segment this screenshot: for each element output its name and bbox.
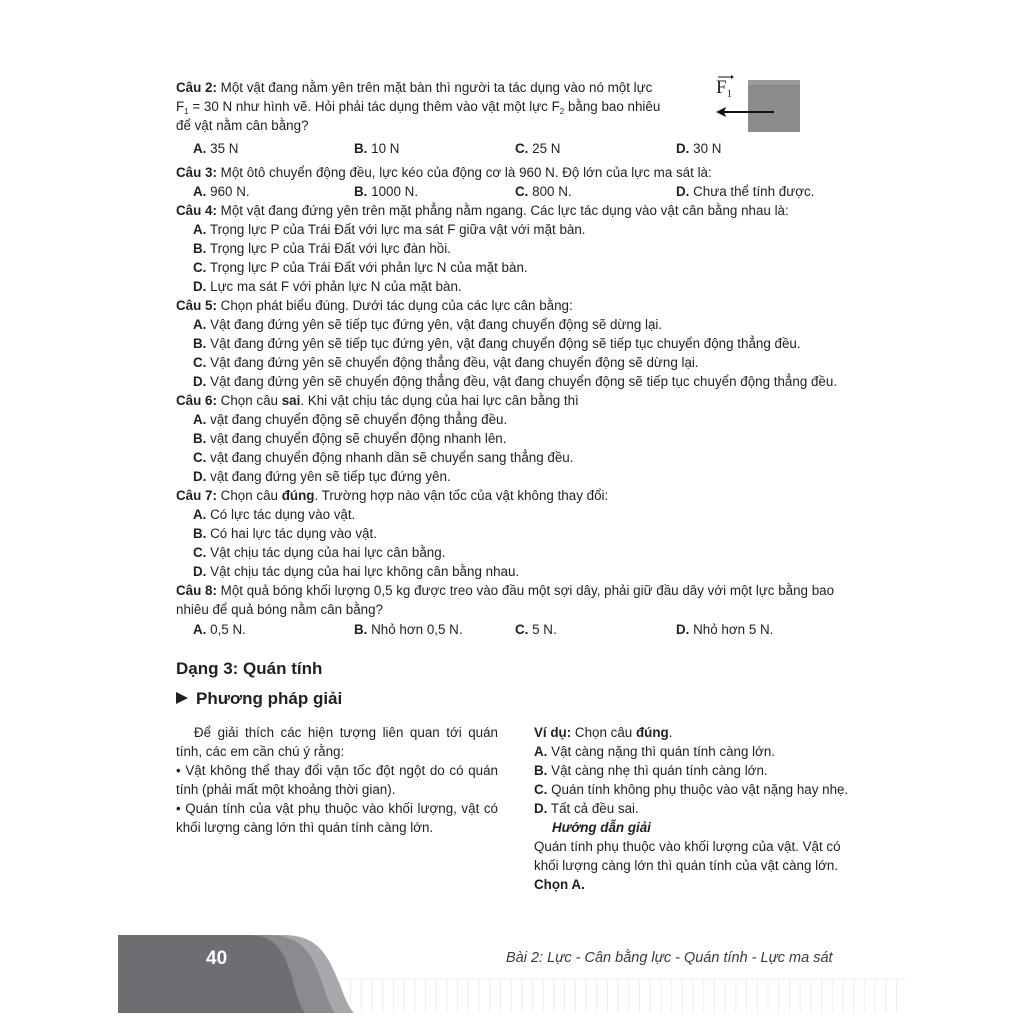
- option-d: D. Tất cả đều sai.: [534, 801, 639, 816]
- question-text: để vật nằm cân bằng?: [176, 118, 309, 133]
- option-b: B. vật đang chuyển động sẽ chuyển động nhanh lên.: [193, 431, 507, 446]
- question-3-options: [193, 182, 853, 201]
- question-label: Câu 2:: [176, 80, 217, 95]
- page-footer: [118, 935, 908, 1015]
- question-7: Câu 7: Chọn câu đúng. Trường hợp nào vận tốc của vật không thay đổi:: [176, 488, 609, 503]
- guide-text: khối lượng càng lớn thì quán tính của vật càng lớn.: [534, 858, 839, 873]
- page-number: 40: [206, 948, 228, 969]
- method-bullet: • Quán tính của vật phụ thuộc vào khối lượng, vật có khối lượng càng lớn thì quán tính càng lớn.: [176, 801, 498, 835]
- question-3: Câu 3: Một ôtô chuyển động đều, lực kéo của động cơ là 960 N. Độ lớn của lực ma sát là:: [176, 165, 712, 180]
- force-label: $F_1$: [716, 77, 733, 100]
- question-text: = 30 N như hình vẽ. Hỏi phải tác dụng thêm vào vật một lực F: [188, 99, 560, 114]
- section-subtitle: Phương pháp giải: [176, 688, 342, 710]
- question-text: Một vật đang nằm yên trên mặt bàn thì người ta tác dụng vào nó một lực: [220, 80, 653, 95]
- option-d: D. 30 N: [676, 141, 722, 156]
- option-a: A. Vật càng nặng thì quán tính càng lớn.: [534, 744, 776, 759]
- question-2-options: [193, 139, 853, 158]
- option-d: D. vật đang đứng yên sẽ tiếp tục đứng yên.: [193, 469, 451, 484]
- method-paragraph: Để giải thích các hiện tượng liên quan tới quán tính, các em cần chú ý rằng:: [176, 725, 498, 759]
- triangle-bullet-icon: [176, 692, 188, 704]
- question-6: Câu 6: Chọn câu sai. Khi vật chịu tác dụng của hai lực cân bằng thì: [176, 393, 579, 408]
- subscript: 1: [184, 107, 189, 116]
- option-b: B. 1000 N.: [354, 184, 419, 199]
- subscript: 2: [559, 107, 565, 116]
- option-d: D. Chưa thể tính được.: [676, 184, 815, 199]
- option-d: D. Lực ma sát F với phản lực N của mặt bàn.: [193, 279, 462, 294]
- example-column: [534, 723, 854, 894]
- question-text: bằng bao nhiêu: [567, 99, 661, 114]
- option-a: A. Trọng lực P của Trái Đất với lực ma sát F giữa vật với mặt bàn.: [193, 222, 586, 237]
- option-c: C. 800 N.: [515, 184, 572, 199]
- option-b: B. Trọng lực P của Trái Đất với lực đàn hồi.: [193, 241, 451, 256]
- option-b: B. Nhỏ hơn 0,5 N.: [354, 622, 463, 637]
- option-c: C. vật đang chuyển động nhanh dần sẽ chuyển sang thẳng đều.: [193, 450, 574, 465]
- method-column: [176, 723, 498, 837]
- option-b: B. Vật càng nhẹ thì quán tính càng lớn.: [534, 763, 768, 778]
- option-a: A. vật đang chuyển động sẽ chuyển động thẳng đều.: [193, 412, 508, 427]
- option-c: C. Vật đang đứng yên sẽ chuyển động thẳng đều, vật đang chuyển động sẽ dừng lại.: [193, 355, 699, 370]
- question-5: Câu 5: Chọn phát biểu đúng. Dưới tác dụng của các lực cân bằng:: [176, 298, 573, 313]
- option-c: C. 25 N: [515, 141, 561, 156]
- question-8-options: [193, 620, 853, 639]
- question-4: Câu 4: Một vật đang đứng yên trên mặt phẳng nằm ngang. Các lực tác dụng vào vật cân bằng nhau là:: [176, 203, 789, 218]
- option-c: C. Quán tính không phụ thuộc vào vật nặng hay nhẹ.: [534, 782, 849, 797]
- option-d: D. Vật đang đứng yên sẽ chuyển động thẳng đều, vật đang chuyển động sẽ tiếp tục chuyển động thẳng đều.: [193, 374, 838, 389]
- box-shape: [748, 80, 800, 132]
- question-8-line-2: nhiêu để quả bóng nằm cân bằng?: [176, 602, 383, 617]
- option-a: A. Có lực tác dụng vào vật.: [193, 507, 356, 522]
- option-c: C. Trọng lực P của Trái Đất với phản lực N của mặt bàn.: [193, 260, 528, 275]
- force-symbol: F: [176, 99, 185, 114]
- question-2-line-3: [176, 116, 309, 135]
- option-a: A. 0,5 N.: [193, 622, 246, 637]
- force-box-figure: [712, 74, 804, 136]
- guide-text: Quán tính phụ thuộc vào khối lượng của vật. Vật có: [534, 839, 841, 854]
- option-b: B. 10 N: [354, 141, 400, 156]
- option-d: D. Vật chịu tác dụng của hai lực không cân bằng nhau.: [193, 564, 520, 579]
- option-d: D. Nhỏ hơn 5 N.: [676, 622, 774, 637]
- option-c: C. Vật chịu tác dụng của hai lực cân bằng.: [193, 545, 446, 560]
- option-b: B. Vật đang đứng yên sẽ tiếp tục đứng yên, vật đang chuyển động sẽ tiếp tục chuyển động thẳng đều.: [193, 336, 801, 351]
- option-a: A. Vật đang đứng yên sẽ tiếp tục đứng yên, vật đang chuyển động sẽ dừng lại.: [193, 317, 663, 332]
- guide-title: Hướng dẫn giải: [552, 820, 651, 835]
- option-a: A. 35 N: [193, 141, 239, 156]
- answer: Chọn A.: [534, 877, 585, 892]
- method-bullet: • Vật không thể thay đổi vận tốc đột ngột do có quán tính (phải mất một khoảng thời gian).: [176, 763, 498, 797]
- option-c: C. 5 N.: [515, 622, 557, 637]
- footer-tab-shape: [118, 935, 908, 1015]
- question-2-line-1: [176, 78, 652, 97]
- option-a: A. 960 N.: [193, 184, 250, 199]
- option-b: B. Có hai lực tác dụng vào vật.: [193, 526, 377, 541]
- question-8-line-1: Câu 8: Một quả bóng khối lượng 0,5 kg được treo vào đầu một sợi dây, phải giữ đầu dây với một lực bằng bao: [176, 583, 835, 598]
- section-title: Dạng 3: Quán tính: [176, 659, 323, 678]
- example-prompt: Ví dụ: Chọn câu đúng.: [534, 725, 673, 740]
- footer-lesson-title: Bài 2: Lực - Cân bằng lực - Quán tính - Lực ma sát: [506, 950, 833, 966]
